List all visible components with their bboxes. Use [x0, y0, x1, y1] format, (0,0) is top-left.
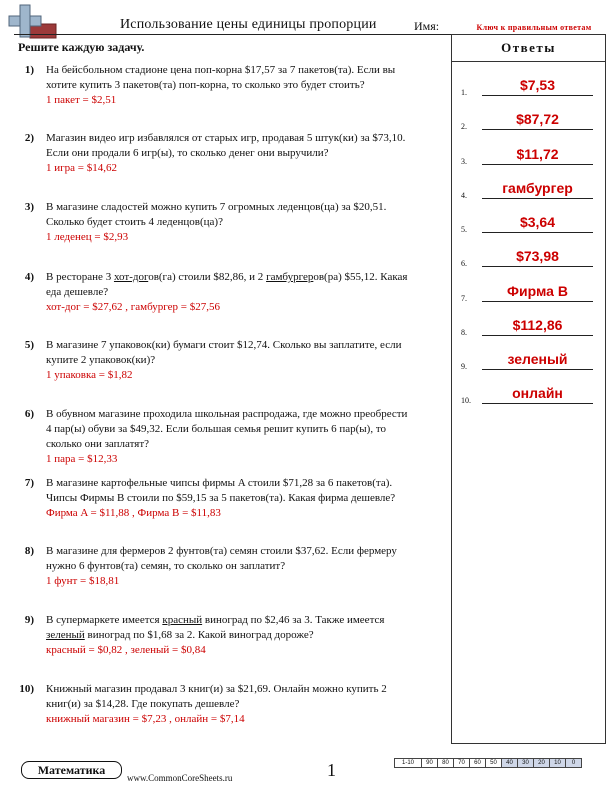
problem-text-line: Магазин видео игр избавлялся от старых игр, продавая 5 штук(ки) за $73,10.	[46, 132, 406, 144]
problem-number: 6)	[24, 408, 34, 420]
problem-solution: 1 леденец = $2,93	[46, 231, 129, 243]
answer-line	[482, 198, 593, 199]
answer-value: $73,98	[516, 248, 559, 264]
problem-text-line: Сколько будет стоить 4 леденцов(ца)?	[46, 216, 223, 228]
score-cell: 50	[486, 759, 502, 768]
problem-text-line: Если они продали 6 игр(ы), то сколько денег они выручили?	[46, 147, 329, 159]
score-cell: 80	[438, 759, 454, 768]
problem-2	[18, 131, 446, 176]
answer-row	[452, 139, 605, 169]
underlined-term: гамбургер	[266, 271, 314, 283]
problem-number: 1)	[24, 64, 34, 76]
problem-solution: 1 игра = $14,62	[46, 162, 117, 174]
instructions: Решите каждую задачу.	[18, 40, 145, 54]
problem-text-line: В обувном магазине проходила школьная распродажа, где можно преобрести	[46, 408, 408, 420]
text-segment: В супермаркете имеется	[46, 614, 163, 626]
problem-7	[18, 476, 446, 521]
problem-number: 5)	[24, 339, 34, 351]
problem-number: 4)	[24, 271, 34, 283]
answer-value: $11,72	[516, 146, 559, 162]
plus-logo-icon	[6, 4, 60, 42]
problem-text-line	[46, 270, 446, 285]
problem-number: 2)	[24, 132, 34, 144]
page-title: Использование цены единицы пропорции	[120, 17, 377, 32]
problem-solution: 1 пакет = $2,51	[46, 94, 117, 106]
problem-number: 9)	[24, 614, 34, 626]
answer-value: $7,53	[519, 77, 556, 93]
answer-row	[452, 173, 605, 203]
answer-line	[482, 232, 593, 233]
problem-text-line: В магазине картофельные чипсы фирмы A стоили $71,28 за 6 пакетов(та).	[46, 477, 393, 489]
score-cell: 0	[566, 759, 582, 768]
answer-row	[452, 276, 605, 306]
answer-number: 2.	[461, 122, 467, 131]
problem-text-line: хотите купить 3 пакетов(та) поп-корна, то сколько это будет стоить?	[46, 79, 365, 91]
answer-value: Фирма B	[507, 283, 568, 299]
problem-text-line: Книжный магазин продавал 3 книг(и) за $21,69. Онлайн можно купить 2	[46, 683, 387, 695]
answer-value: $3,64	[519, 214, 556, 230]
problem-text-line: 4 пар(ы) обуви за $49,32. Если большая семья решит купить 6 пар(ы), то	[46, 423, 386, 435]
problem-solution: 1 фунт = $18,81	[46, 575, 120, 587]
text-segment: ов(ра) $55,12. Какая	[313, 271, 408, 283]
text-segment: ов(га) стоили $82,86, и 2	[148, 271, 267, 283]
answer-line	[482, 403, 593, 404]
problem-text-line: Чипсы Фирмы B стоили по $59,15 за 5 пакетов(та). Какая фирма дешевле?	[46, 492, 396, 504]
problem-text-line: еда дешевле?	[46, 286, 109, 298]
problem-5	[18, 338, 446, 383]
answer-row	[452, 70, 605, 100]
problem-text-line	[46, 628, 446, 643]
problem-solution: красный = $0,82 , зеленый = $0,84	[46, 644, 206, 656]
problem-solution: хот-дог = $27,62 , гамбургер = $27,56	[46, 301, 220, 313]
answer-number: 7.	[461, 294, 467, 303]
answer-line	[482, 95, 593, 96]
answer-value: зеленый	[507, 351, 568, 367]
answer-line	[482, 301, 593, 302]
score-cell: 10	[550, 759, 566, 768]
answer-number: 8.	[461, 328, 467, 337]
answer-value: $112,86	[512, 317, 563, 333]
problem-solution: Фирма A = $11,88 , Фирма B = $11,83	[46, 507, 221, 519]
answer-number: 10.	[461, 396, 471, 405]
problem-number: 7)	[24, 477, 34, 489]
score-cell: 30	[518, 759, 534, 768]
problem-1	[18, 63, 446, 108]
page-number: 1	[327, 760, 336, 780]
answer-row	[452, 241, 605, 271]
problem-9	[18, 613, 446, 658]
score-cell: 40	[502, 759, 518, 768]
site-url: www.CommonCoreSheets.ru	[127, 773, 233, 783]
answer-value: гамбургер	[502, 180, 573, 196]
brand-badge: Математика	[21, 761, 122, 779]
answer-number: 5.	[461, 225, 467, 234]
problem-text-line: В магазине сладостей можно купить 7 огромных леденцов(ца) за $20,51.	[46, 201, 387, 213]
answer-line	[482, 129, 593, 130]
header-divider	[14, 34, 451, 35]
score-cell: 90	[422, 759, 438, 768]
answer-value: $87,72	[516, 111, 559, 127]
underlined-term: красный	[162, 614, 203, 626]
score-cell: 20	[534, 759, 550, 768]
answer-number: 6.	[461, 259, 467, 268]
answer-line	[482, 335, 593, 336]
answer-row	[452, 344, 605, 374]
answer-row	[452, 207, 605, 237]
problem-3	[18, 200, 446, 245]
problem-solution: 1 пара = $12,33	[46, 453, 118, 465]
problem-text-line: купите 2 упаковок(ки)?	[46, 354, 156, 366]
problem-text-line: В магазине 7 упаковок(ки) бумаги стоит $12,74. Сколько вы заплатите, если	[46, 339, 402, 351]
problem-number: 10)	[19, 683, 34, 695]
problem-solution: 1 упаковка = $1,82	[46, 369, 133, 381]
answer-row	[452, 104, 605, 134]
answer-line	[482, 266, 593, 267]
underlined-term: хот-дог	[113, 271, 149, 283]
answer-key-label: Ключ к правильным ответам	[476, 23, 592, 32]
problem-text-line: сколько они заплатят?	[46, 438, 150, 450]
problem-text-line: На бейсбольном стадионе цена поп-корна $17,57 за 7 пакетов(та). Если вы	[46, 64, 396, 76]
problem-number: 8)	[24, 545, 34, 557]
score-range-label: 1-10	[395, 759, 422, 768]
text-segment: В ресторане 3	[46, 271, 114, 283]
problem-text-line: книг(и) за $14,28. Где покупать дешевле?	[46, 698, 240, 710]
problem-text-line: нужно 6 фунтов(та) семян, то сколько он заплатит?	[46, 560, 286, 572]
answer-line	[482, 164, 593, 165]
answer-value: онлайн	[512, 385, 563, 401]
problem-text-line: В магазине для фермеров 2 фунтов(та) семян стоили $37,62. Если фермеру	[46, 545, 397, 557]
answer-number: 4.	[461, 191, 467, 200]
name-label: Имя:	[414, 19, 440, 33]
problem-number: 3)	[24, 201, 34, 213]
score-table	[394, 758, 582, 768]
answer-number: 1.	[461, 88, 467, 97]
answer-line	[482, 369, 593, 370]
underlined-term: зеленый	[46, 629, 85, 641]
answers-panel	[451, 34, 606, 744]
answers-title: Ответы	[501, 40, 556, 55]
text-segment: виноград по $2,46 за 3. Также имеется	[202, 614, 385, 626]
problem-text-line	[46, 613, 446, 628]
text-segment: виноград по $1,68 за 2. Какой виноград дороже?	[84, 629, 314, 641]
problem-10	[18, 682, 446, 727]
answers-title-divider	[452, 61, 605, 62]
answer-number: 9.	[461, 362, 467, 371]
answer-row	[452, 378, 605, 408]
score-cell: 60	[470, 759, 486, 768]
answer-number: 3.	[461, 157, 467, 166]
answer-row	[452, 310, 605, 340]
score-cell: 70	[454, 759, 470, 768]
problem-6	[18, 407, 446, 467]
problem-4	[18, 270, 446, 315]
problem-solution: книжный магазин = $7,23 , онлайн = $7,14	[46, 713, 245, 725]
problem-8	[18, 544, 446, 589]
